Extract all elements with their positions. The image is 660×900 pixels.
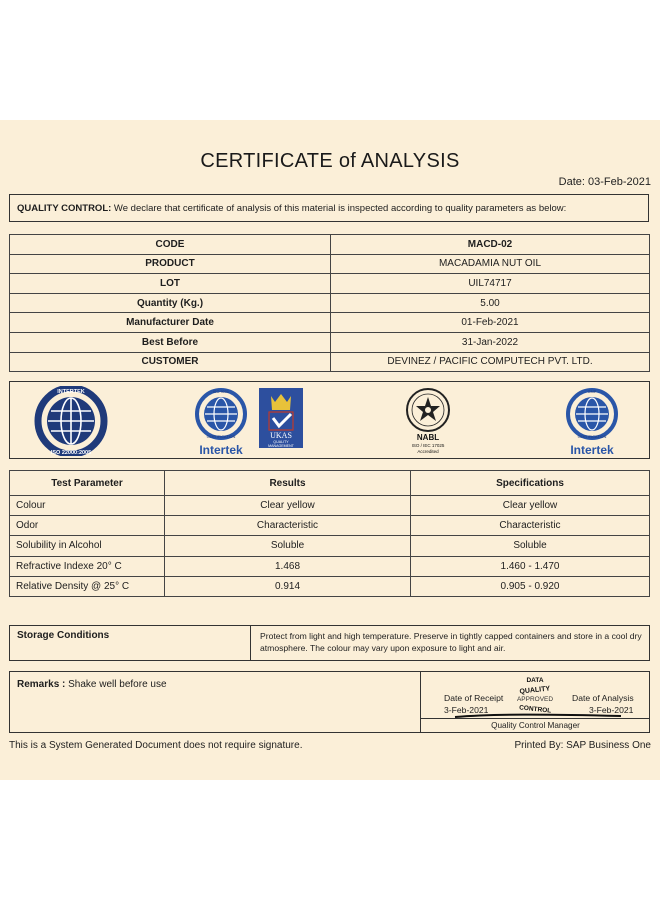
quality-control-label: QUALITY CONTROL: (17, 203, 112, 214)
info-value: MACADAMIA NUT OIL (331, 254, 650, 274)
info-key: Quantity (Kg.) (10, 293, 331, 313)
signature-block (420, 672, 650, 732)
info-key: CODE (10, 235, 331, 255)
column-header: Specifications (411, 471, 650, 496)
document-date: Date: 03-Feb-2021 (558, 176, 651, 188)
stamp-control-text: CONTROL (518, 704, 552, 715)
certification-logos (9, 381, 650, 459)
info-value: 5.00 (331, 293, 650, 313)
test-specification: 1.460 - 1.470 (411, 556, 650, 576)
table-row (10, 536, 650, 556)
column-header: Test Parameter (10, 471, 165, 496)
ukas-quality-text: QUALITY (273, 440, 289, 444)
analysis-label: Date of Analysis (572, 693, 634, 703)
stamp-approved-text: APPROVED (516, 696, 554, 703)
storage-text: Protect from light and high temperature. Preserve in tightly capped containers and store in a cool dry atmosphere. The colour may vary upon exposure to light and air. (250, 626, 649, 660)
table-row (10, 235, 650, 255)
quality-control-text: We declare that certificate of analysis of this material is inspected according to quality parameters as below: (111, 203, 567, 214)
test-result: Characteristic (165, 516, 411, 536)
test-result: Soluble (165, 536, 411, 556)
nabl-accredited-text: Accredited (417, 449, 439, 454)
test-parameter: Refractive Indexe 20° C (10, 556, 165, 576)
info-key: CUSTOMER (10, 352, 331, 372)
test-parameter: Solubility in Alcohol (10, 536, 165, 556)
table-row (10, 254, 650, 274)
stamp-quality-text: QUALITY (519, 685, 551, 696)
iso9001-intertek-logo-icon (193, 388, 257, 458)
ukas-logo-icon (257, 388, 305, 452)
gmp-top-text: GMP (587, 390, 597, 394)
test-specification: Clear yellow (411, 496, 650, 516)
approval-stamp-icon (505, 674, 565, 716)
footer-note: This is a System Generated Document does not require signature. (9, 740, 303, 751)
table-row (10, 293, 650, 313)
test-specification: Characteristic (411, 516, 650, 536)
info-value: UIL74717 (331, 274, 650, 294)
test-result: 0.914 (165, 576, 411, 596)
remarks-section (9, 671, 650, 733)
ukas-management-text: MANAGEMENT (268, 444, 294, 448)
quality-control-statement (9, 194, 649, 222)
info-value: DEVINEZ / PACIFIC COMPUTECH PVT. LTD. (331, 352, 650, 372)
info-key: Best Before (10, 332, 331, 352)
table-header-row (10, 471, 650, 496)
info-key: Manufacturer Date (10, 313, 331, 333)
remarks-label: Remarks : (17, 679, 66, 690)
info-key: PRODUCT (10, 254, 331, 274)
stamp-data-text: DATA (526, 677, 544, 684)
remarks-text: Shake well before use (65, 679, 167, 690)
test-parameter: Relative Density @ 25° C (10, 576, 165, 596)
info-key: LOT (10, 274, 331, 294)
nabl-logo-icon (399, 386, 457, 456)
table-row (10, 576, 650, 596)
ukas-text: UKAS (270, 431, 292, 440)
test-specification: 0.905 - 0.920 (411, 576, 650, 596)
table-row (10, 332, 650, 352)
printed-by: Printed By: SAP Business One (514, 740, 651, 751)
iso22000-text: ISO 22000:2005 (50, 450, 92, 456)
storage-label: Storage Conditions (17, 630, 110, 641)
test-specification: Soluble (411, 536, 650, 556)
gmp-intertek-logo-icon (564, 388, 628, 458)
info-value: 01-Feb-2021 (331, 313, 650, 333)
table-row (10, 352, 650, 372)
table-row (10, 496, 650, 516)
test-result: Clear yellow (165, 496, 411, 516)
table-row (10, 274, 650, 294)
remarks (17, 679, 167, 690)
iso9001-bottom-text: CERTIFICATION (206, 435, 236, 439)
test-results-table (9, 470, 650, 597)
storage-conditions (9, 625, 650, 661)
intertek-wordmark: Intertek (570, 443, 614, 457)
page-title: CERTIFICATE of ANALYSIS (200, 150, 460, 172)
iso9001-top-text: ISO 9001 (212, 390, 230, 394)
info-value: MACD-02 (331, 235, 650, 255)
table-row (10, 556, 650, 576)
receipt-label: Date of Receipt (444, 693, 504, 703)
intertek-iso22000-logo-icon (32, 386, 110, 456)
table-row (10, 516, 650, 536)
intertek-ring-text: INTERTEK (57, 389, 85, 395)
gmp-bottom-text: CERTIFICATION (577, 435, 607, 439)
product-info-table (9, 234, 650, 372)
receipt-date: 3-Feb-2021 (444, 705, 489, 715)
analysis-date: 3-Feb-2021 (589, 705, 634, 715)
nabl-iso-text: ISO / IEC 17025 (411, 443, 445, 448)
test-parameter: Odor (10, 516, 165, 536)
column-header: Results (165, 471, 411, 496)
nabl-text: NABL (416, 433, 440, 442)
test-parameter: Colour (10, 496, 165, 516)
quality-control-manager: Quality Control Manager (421, 718, 650, 732)
table-row (10, 313, 650, 333)
intertek-wordmark: Intertek (199, 443, 243, 457)
info-value: 31-Jan-2022 (331, 332, 650, 352)
test-result: 1.468 (165, 556, 411, 576)
